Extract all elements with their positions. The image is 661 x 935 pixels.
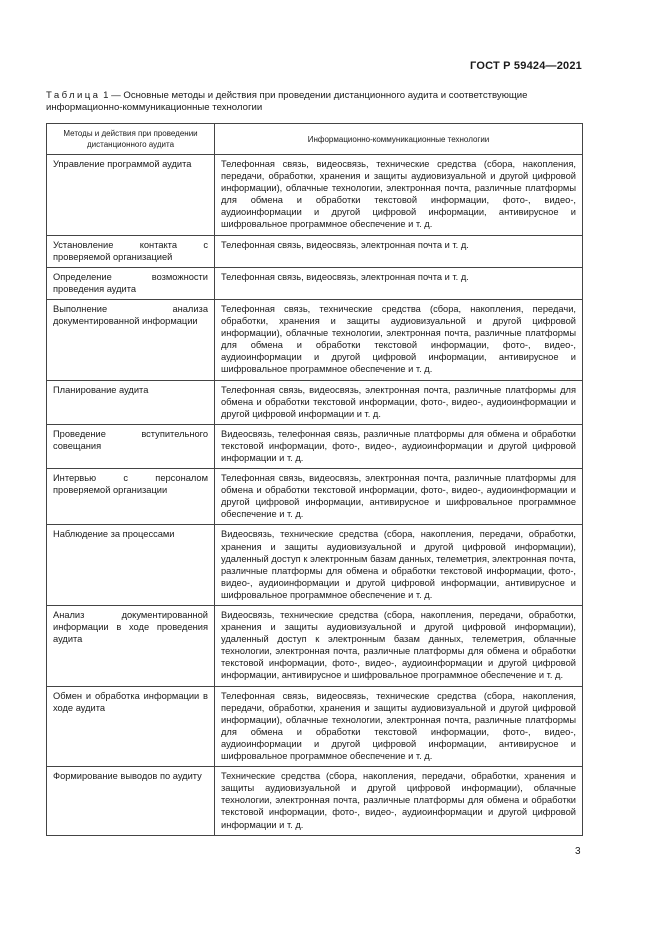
table-header-row	[47, 124, 583, 155]
table-row	[47, 235, 583, 267]
table-row	[47, 299, 583, 380]
method-cell: Планирование аудита	[47, 380, 215, 424]
table-caption-label: Таблица	[46, 90, 101, 101]
table-row	[47, 767, 583, 835]
table-row	[47, 267, 583, 299]
method-cell: Установление контакта с проверяемой организацией	[47, 235, 215, 267]
column-header-methods: Методы и действия при проведении дистанционного аудита	[47, 124, 215, 155]
method-cell: Наблюдение за процессами	[47, 525, 215, 606]
technology-cell: Телефонная связь, видеосвязь, электронная почта и т. д.	[215, 235, 583, 267]
technology-cell: Телефонная связь, видеосвязь, технические средства (сбора, накопления, передачи, обработки, хранения и защиты аудиовизуальной и другой цифровой информации), облачные технологии, электронная почта, различные платформы для обмена и обработки текстовой информации, фото-, видео-, аудиоинформации и другой цифровой информации, антивирусное и шифровальное программное обеспечение и т. д.	[215, 686, 583, 767]
method-cell: Обмен и обработка информации в ходе аудита	[47, 686, 215, 767]
technology-cell: Телефонная связь, видеосвязь, электронная почта, различные платформы для обмена и обработки текстовой информации, фото-, видео-, аудиоинформации и другой цифровой информации и т. д.	[215, 380, 583, 424]
column-header-technologies: Информационно-коммуникационные технологии	[215, 124, 583, 155]
method-cell: Управление программой аудита	[47, 155, 215, 236]
table-row	[47, 380, 583, 424]
method-cell: Определение возможности проведения аудита	[47, 267, 215, 299]
page-number: 3	[575, 846, 581, 857]
method-cell: Интервью с персоналом проверяемой организации	[47, 469, 215, 525]
method-cell: Анализ документированной информации в ходе проведения аудита	[47, 606, 215, 687]
table-row	[47, 606, 583, 687]
technology-cell: Видеосвязь, телефонная связь, различные платформы для обмена и обработки текстовой информации, фото-, видео-, аудиоинформации и другой цифровой информации и т. д.	[215, 424, 583, 468]
table-row	[47, 686, 583, 767]
method-cell: Формирование выводов по аудиту	[47, 767, 215, 835]
table-caption-text: — Основные методы и действия при проведении дистанционного аудита и соответствующие информационно-коммуникационные технологии	[46, 90, 528, 113]
technology-cell: Телефонная связь, видеосвязь, электронная почта и т. д.	[215, 267, 583, 299]
methods-table	[46, 123, 583, 836]
table-caption	[46, 90, 582, 114]
table-row	[47, 469, 583, 525]
technology-cell: Технические средства (сбора, накопления, передачи, обработки, хранения и защиты аудиовизуальной и другой цифровой информации), облачные технологии, электронная почта, различные платформы для обмена и обработки текстовой информации, фото-, видео-, аудиоинформации и другой цифровой информации и т. д.	[215, 767, 583, 835]
method-cell: Выполнение анализа документированной информации	[47, 299, 215, 380]
table-row	[47, 525, 583, 606]
table-caption-number: 1	[103, 90, 109, 101]
table-row	[47, 155, 583, 236]
technology-cell: Видеосвязь, технические средства (сбора, накопления, передачи, обработки, хранения и защиты аудиовизуальной и другой цифровой информации), удаленный доступ к электронным базам данных, телеметрия, облачные технологии, электронная почта, различные платформы для обмена и обработки текстовой информации, фото-, видео-, аудиоинформации и другой цифровой информации, антивирусное и шифровальное программное обеспечение и т. д.	[215, 606, 583, 687]
technology-cell: Телефонная связь, видеосвязь, электронная почта, различные платформы для обмена и обработки текстовой информации, фото-, видео-, аудиоинформации и другой цифровой информации, антивирусное и шифровальное программное обеспечение и т. д.	[215, 469, 583, 525]
standard-designation: ГОСТ Р 59424—2021	[470, 60, 582, 72]
technology-cell: Видеосвязь, технические средства (сбора, накопления, передачи, обработки, хранения и защиты аудиовизуальной и другой цифровой информации), удаленный доступ к электронным базам данных, телеметрия, электронная почта, различные платформы для обмена и обработки текстовой информации, фото-, видео-, аудиоинформации и другой цифровой информации, антивирусное и шифровальное программное обеспечение и т. д.	[215, 525, 583, 606]
table-row	[47, 424, 583, 468]
technology-cell: Телефонная связь, видеосвязь, технические средства (сбора, накопления, передачи, обработки, хранения и защиты аудиовизуальной и другой цифровой информации), облачные технологии, электронная почта, различные платформы для обмена и обработки текстовой информации, фото-, видео-, аудиоинформации и другой цифровой информации, антивирусное и шифровальное программное обеспечение и т. д.	[215, 155, 583, 236]
technology-cell: Телефонная связь, технические средства (сбора, накопления, передачи, обработки, хранения и защиты аудиовизуальной и другой цифровой информации), облачные технологии, электронная почта, различные платформы для обмена и обработки текстовой информации, фото-, видео-, аудиоинформации и другой цифровой информации, антивирусное и шифровальное программное обеспечение и т. д.	[215, 299, 583, 380]
method-cell: Проведение вступительного совещания	[47, 424, 215, 468]
